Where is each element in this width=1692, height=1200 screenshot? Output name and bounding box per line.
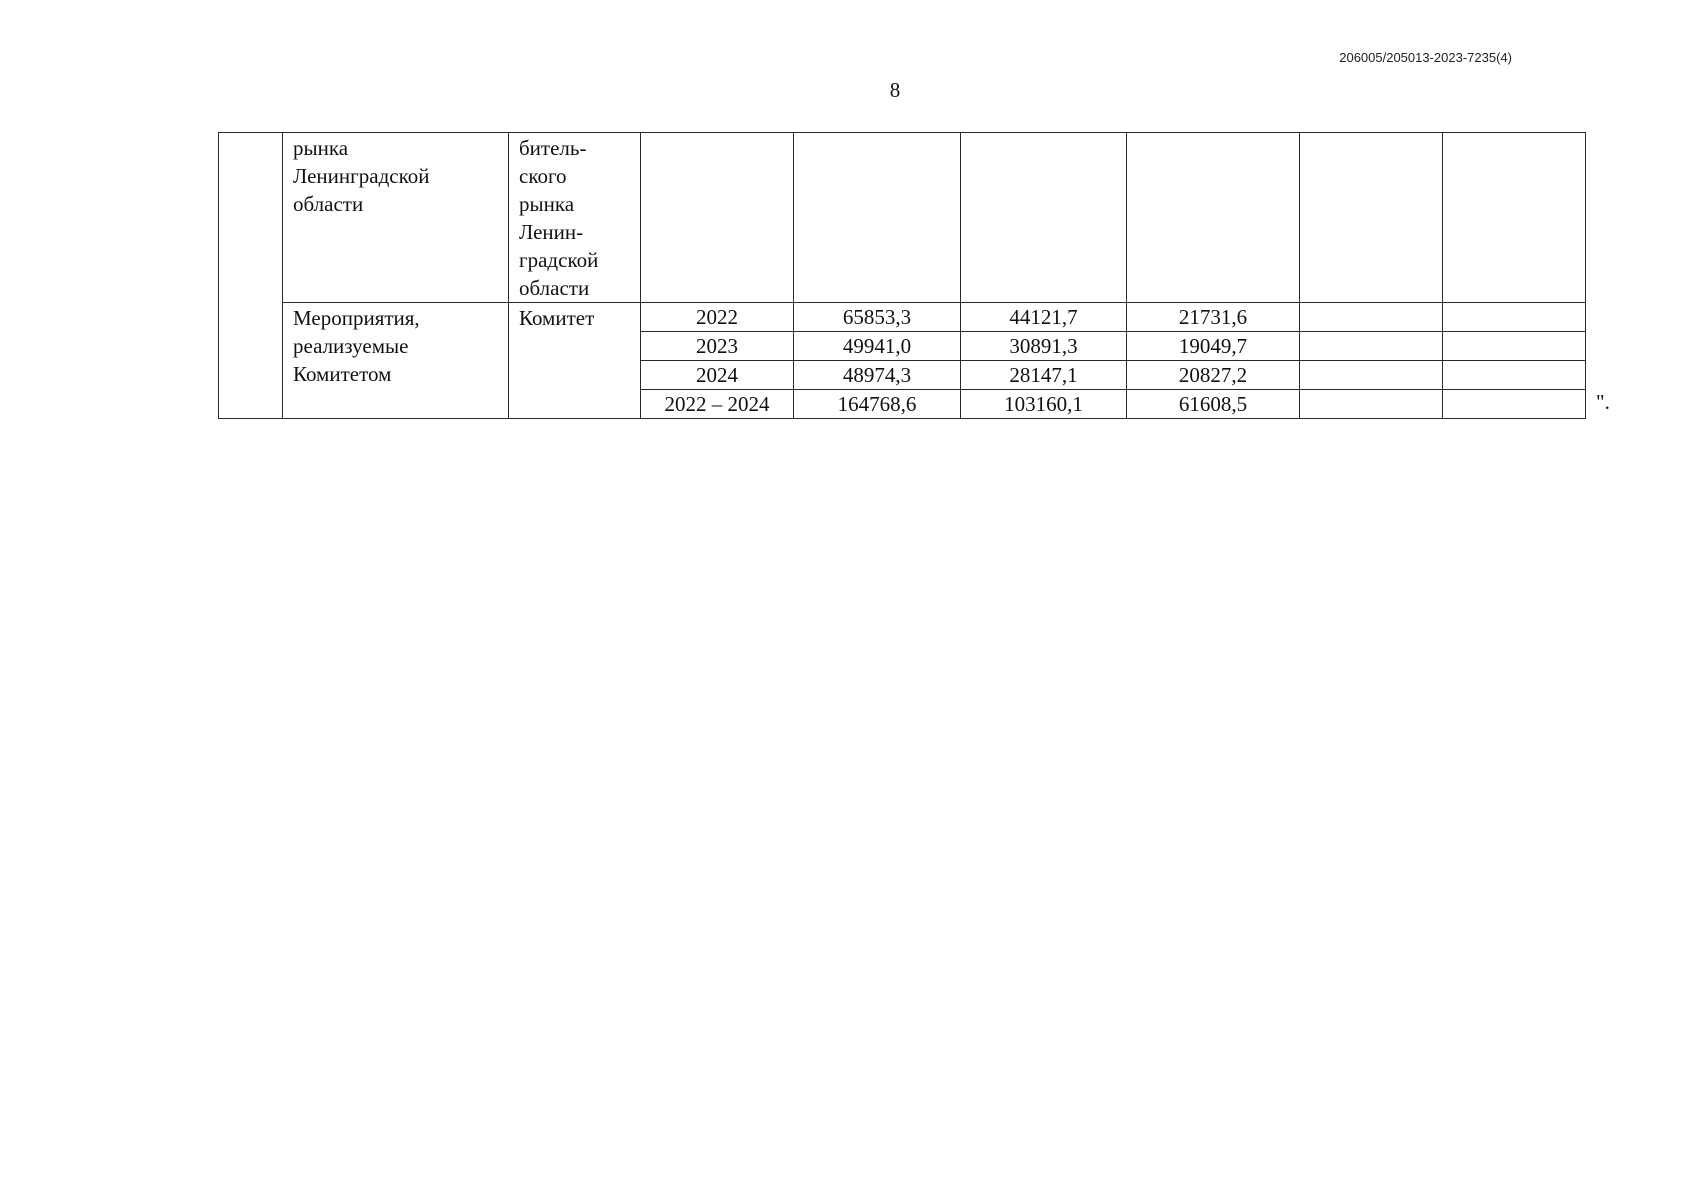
funding-b-cell: 61608,5 — [1127, 390, 1300, 419]
program-name-line: Ленинградской — [293, 164, 430, 188]
funding-a-cell: 103160,1 — [961, 390, 1127, 419]
document-id: 206005/205013-2023-7235(4) — [1339, 50, 1512, 65]
funding-a-cell: 44121,7 — [961, 303, 1127, 332]
funding-a-cell — [961, 133, 1127, 303]
executor-line: битель- — [519, 136, 587, 160]
program-name-cell — [283, 133, 509, 303]
funding-d-cell — [1443, 303, 1586, 332]
total-cell: 48974,3 — [794, 361, 961, 390]
funding-b-cell: 20827,2 — [1127, 361, 1300, 390]
funding-b-cell: 19049,7 — [1127, 332, 1300, 361]
year-cell: 2022 – 2024 — [641, 390, 794, 419]
funding-d-cell — [1443, 390, 1586, 419]
program-name-line: области — [293, 192, 364, 216]
measure-name-cell — [283, 303, 509, 419]
funding-c-cell — [1300, 133, 1443, 303]
funding-d-cell — [1443, 361, 1586, 390]
funding-d-cell — [1443, 133, 1586, 303]
year-cell: 2022 — [641, 303, 794, 332]
funding-c-cell — [1300, 361, 1443, 390]
measure-name-line: Мероприятия, — [293, 306, 420, 330]
executor-line: ского — [519, 164, 567, 188]
executor-line: Ленин- — [519, 220, 584, 244]
year-cell: 2023 — [641, 332, 794, 361]
executor-line: рынка — [519, 192, 575, 216]
total-cell: 49941,0 — [794, 332, 961, 361]
executor-cell — [509, 133, 641, 303]
funding-b-cell — [1127, 133, 1300, 303]
closing-quote: ". — [1596, 390, 1610, 414]
year-cell: 2024 — [641, 361, 794, 390]
measure-name-line: Комитетом — [293, 362, 392, 386]
total-cell — [794, 133, 961, 303]
program-name-line: рынка — [293, 136, 349, 160]
funding-a-cell: 28147,1 — [961, 361, 1127, 390]
funding-c-cell — [1300, 303, 1443, 332]
table-row — [219, 133, 1586, 303]
executor-line: области — [519, 276, 590, 300]
budget-table — [218, 132, 1586, 419]
executor-line: градской — [519, 248, 599, 272]
funding-c-cell — [1300, 390, 1443, 419]
total-cell: 164768,6 — [794, 390, 961, 419]
index-cell — [219, 133, 283, 419]
measure-name-line: реализуемые — [293, 334, 409, 358]
page-number: 8 — [889, 78, 901, 102]
funding-c-cell — [1300, 332, 1443, 361]
measure-executor-cell — [509, 303, 641, 419]
total-cell: 65853,3 — [794, 303, 961, 332]
table-row — [219, 303, 1586, 332]
year-cell — [641, 133, 794, 303]
funding-a-cell: 30891,3 — [961, 332, 1127, 361]
funding-d-cell — [1443, 332, 1586, 361]
funding-b-cell: 21731,6 — [1127, 303, 1300, 332]
measure-executor: Комитет — [519, 306, 595, 330]
